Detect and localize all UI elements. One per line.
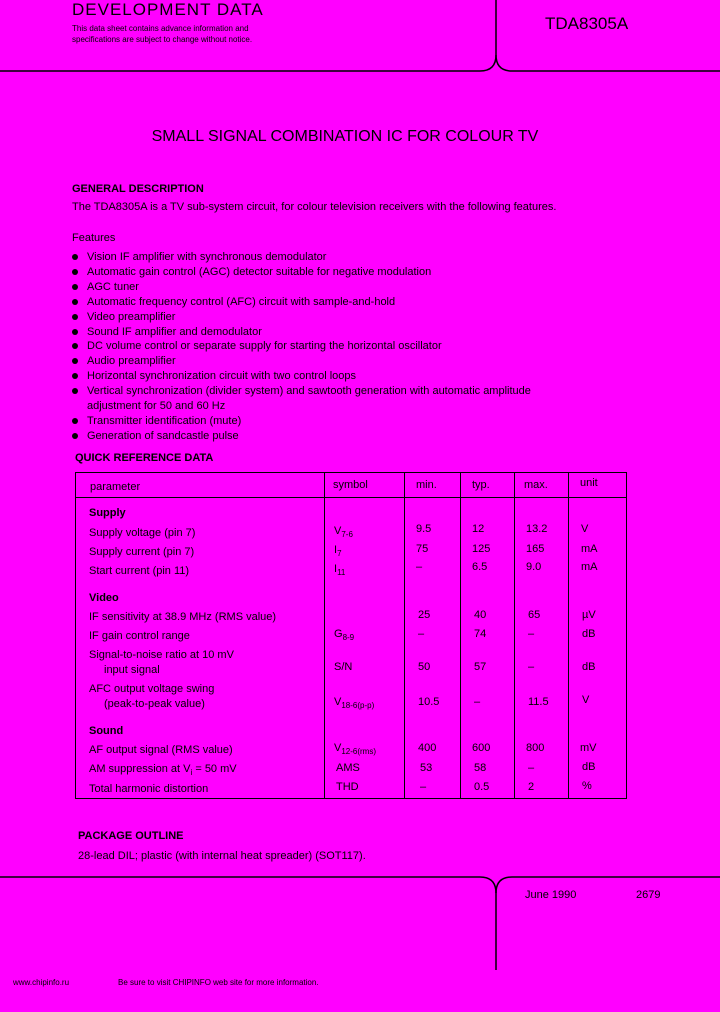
list-item: Automatic frequency control (AFC) circuit with sample-and-hold: [72, 295, 632, 310]
header-rule: [0, 0, 720, 80]
bullet-icon: [72, 284, 78, 290]
footer-rule: [0, 860, 720, 1010]
list-item: Video preamplifier: [72, 310, 632, 325]
list-item: AGC tuner: [72, 280, 632, 295]
column-header: parameter: [90, 481, 141, 493]
list-item: Horizontal synchronization circuit with two control loops: [72, 369, 632, 384]
column-divider: [568, 472, 569, 798]
list-item: Sound IF amplifier and demodulator: [72, 325, 632, 340]
features-heading: Features: [72, 232, 116, 244]
list-item: Transmitter identification (mute): [72, 414, 632, 429]
list-item: Vision IF amplifier with synchronous demodulator: [72, 250, 632, 265]
list-item: Audio preamplifier: [72, 354, 632, 369]
header-title: DEVELOPMENT DATA: [72, 0, 264, 19]
group-label-sound: Sound: [89, 725, 124, 737]
package-outline-heading: PACKAGE OUTLINE: [78, 830, 184, 842]
footer-site-link[interactable]: www.chipinfo.ru: [13, 978, 70, 987]
table-right-rule: [626, 472, 627, 798]
bullet-icon: [72, 358, 78, 364]
group-label-supply: Supply: [89, 507, 126, 519]
footer-date: June 1990: [525, 889, 577, 901]
bullet-icon: [72, 269, 78, 275]
document-title: SMALL SIGNAL COMBINATION IC FOR COLOUR TV: [151, 128, 539, 145]
list-item: Automatic gain control (AGC) detector suitable for negative modulation: [72, 265, 632, 280]
bullet-icon: [72, 329, 78, 335]
package-outline-text: 28-lead DIL; plastic (with internal heat spreader) (SOT117).: [78, 850, 366, 862]
list-item-continuation: adjustment for 50 and 60 Hz: [87, 400, 226, 413]
column-divider: [460, 472, 461, 798]
table-bottom-rule: [75, 798, 627, 799]
table-top-rule: [75, 472, 627, 473]
bullet-icon: [72, 373, 78, 379]
column-divider: [514, 472, 515, 798]
column-header: min.: [416, 479, 437, 491]
list-item: Generation of sandcastle pulse: [72, 429, 632, 444]
column-header: max.: [524, 479, 548, 491]
footer-note: Be sure to visit CHIPINFO web site for more information.: [118, 978, 319, 987]
header-note-line-1: This data sheet contains advance information and: [72, 24, 249, 33]
quick-reference-heading: QUICK REFERENCE DATA: [75, 452, 214, 464]
bullet-icon: [72, 418, 78, 424]
column-divider: [324, 472, 325, 798]
header-row-rule: [75, 497, 627, 498]
column-divider: [404, 472, 405, 798]
list-item: Vertical synchronization (divider system) and sawtooth generation with automatic amplitude adjustment for 50 and 60 Hz: [72, 384, 632, 414]
group-label-video: Video: [89, 592, 119, 604]
footer-page-number: 2679: [636, 889, 661, 901]
table-left-rule: [75, 472, 76, 798]
bullet-icon: [72, 299, 78, 305]
general-description-text: The TDA8305A is a TV sub-system circuit, for colour television receivers with the following features.: [72, 201, 557, 213]
general-description-heading: GENERAL DESCRIPTION: [72, 183, 204, 195]
bullet-icon: [72, 388, 78, 394]
bullet-icon: [72, 433, 78, 439]
column-header: unit: [580, 477, 598, 489]
header-note-line-2: specifications are subject to change without notice.: [72, 35, 253, 44]
part-number: TDA8305A: [545, 14, 629, 33]
bullet-icon: [72, 314, 78, 320]
column-header: symbol: [333, 479, 368, 491]
bullet-icon: [72, 343, 78, 349]
features-list: [72, 250, 632, 444]
list-item: DC volume control or separate supply for starting the horizontal oscillator: [72, 339, 632, 354]
bullet-icon: [72, 254, 78, 260]
column-header: typ.: [472, 479, 490, 491]
